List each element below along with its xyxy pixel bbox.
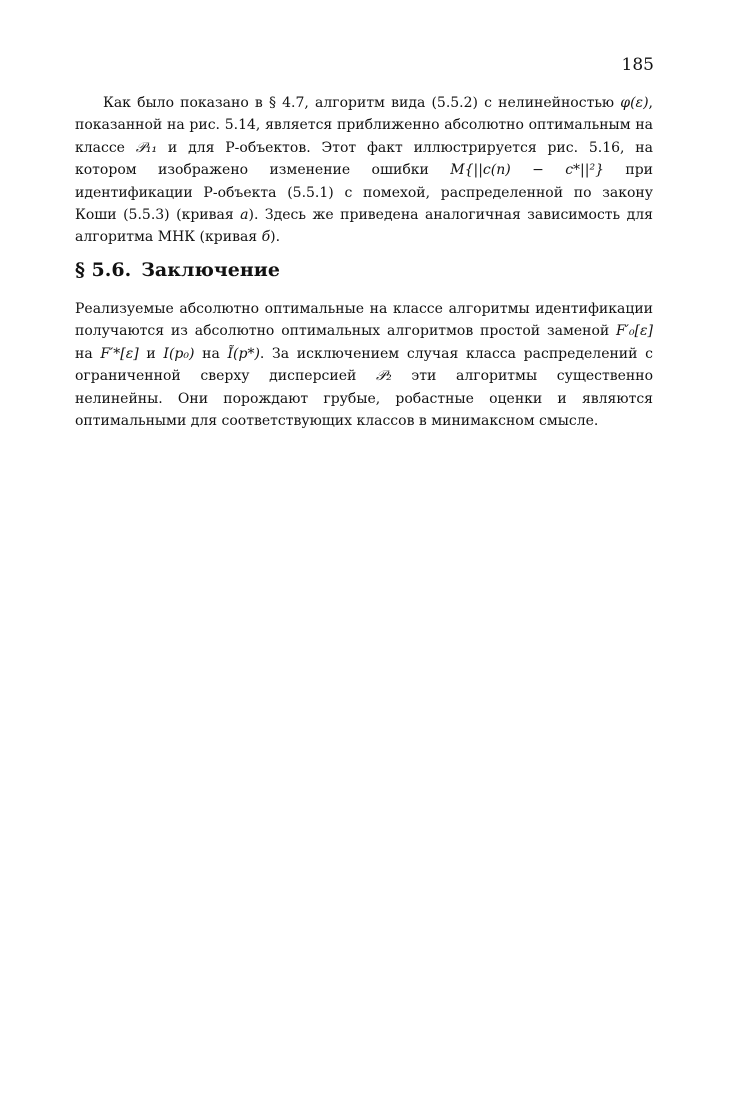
math-i-p0: I(p₀) bbox=[163, 345, 195, 362]
math-class-p11: 𝒫₁₁ bbox=[135, 139, 158, 156]
section-number: § 5.6. bbox=[75, 259, 132, 281]
text-segment: Реализуемые абсолютно оптимальные на классе алгоритмы идентификации получаются из абсолютно оптимальных алгоритмов простой заменой bbox=[75, 301, 653, 340]
text-segment: ). Здесь же приведена аналогичная зависимость для алгоритма МНК (кривая bbox=[75, 207, 653, 246]
page-number: 185 bbox=[621, 55, 654, 75]
math-fstar-prime: F′*[ε] bbox=[100, 345, 139, 362]
section-title: Заключение bbox=[141, 259, 280, 281]
text-segment: Как было показано в § 4.7, алгоритм вида (5.5.2) с нелинейностью bbox=[103, 95, 621, 111]
section-heading bbox=[75, 256, 653, 284]
math-error-expectation: M{||c(n) − c*||²} bbox=[450, 162, 604, 179]
math-curve-a: а bbox=[240, 207, 249, 224]
math-phi-epsilon: φ(ε) bbox=[620, 95, 649, 111]
text-segment: эти алгоритмы существенно нелинейны. Они порождают грубые, робастные оценки и являются оптимальными для соответствующих классов в минимаксном смысле. bbox=[75, 368, 653, 430]
text-segment: и bbox=[138, 345, 164, 362]
intro-paragraph bbox=[75, 92, 653, 249]
text-segment: , показанной на рис. 5.14, является приближенно абсолютно оптимальным на классе bbox=[75, 95, 653, 156]
math-class-p2: 𝒫₂ bbox=[376, 368, 392, 385]
math-i-tilde-pstar: Ĩ(p*) bbox=[227, 345, 260, 362]
math-f0-prime: F′₀[ε] bbox=[616, 323, 653, 340]
text-segment: и для Р-объектов. Этот факт иллюстрируется рис. 5.16, на котором изображено изменение ошибки bbox=[75, 139, 653, 179]
conclusion-paragraph bbox=[75, 298, 653, 432]
text-segment: на bbox=[194, 345, 228, 362]
text-segment: . За исключением случая класса распределений с ограниченной сверху дисперсией bbox=[75, 345, 653, 385]
math-curve-b: б bbox=[261, 229, 271, 246]
text-segment: ). bbox=[270, 229, 281, 246]
text-segment: на bbox=[75, 345, 101, 362]
text-segment: при идентификации Р-объекта (5.5.1) с помехой, распределенной по закону Коши (5.5.3) (кривая bbox=[75, 162, 654, 224]
